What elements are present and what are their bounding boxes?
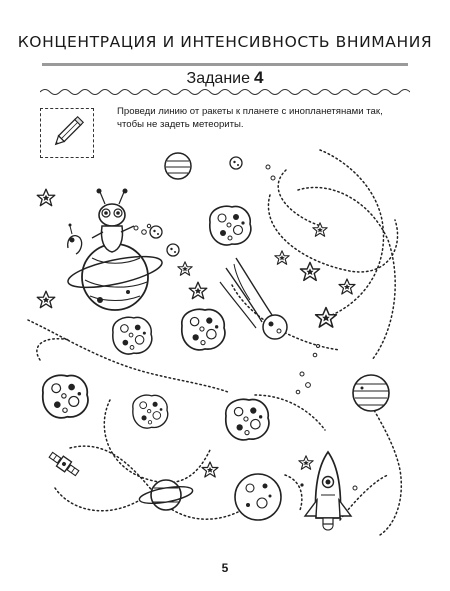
comet-icon	[220, 258, 287, 339]
page-number: 5	[221, 561, 229, 575]
instruction-line-2: чтобы не задеть метеориты.	[117, 119, 244, 130]
instruction-line-1: Проведи линию от ракеты к планете с инопланетянами так,	[117, 106, 383, 117]
cratered-planet-icon	[235, 474, 281, 520]
task-number: 4	[254, 68, 264, 87]
small-alien-icon	[68, 224, 82, 255]
satellite-icon	[47, 450, 80, 478]
striped-planet-icon	[353, 375, 389, 411]
page-title: КОНЦЕНТРАЦИЯ И ИНТЕНСИВНОСТЬ ВНИМАНИЯ	[17, 33, 433, 51]
task-label: Задание	[186, 70, 250, 87]
alien-icon	[92, 189, 134, 253]
space-debris	[134, 165, 320, 394]
alien-planet	[66, 244, 165, 310]
planet-icon	[165, 153, 191, 179]
